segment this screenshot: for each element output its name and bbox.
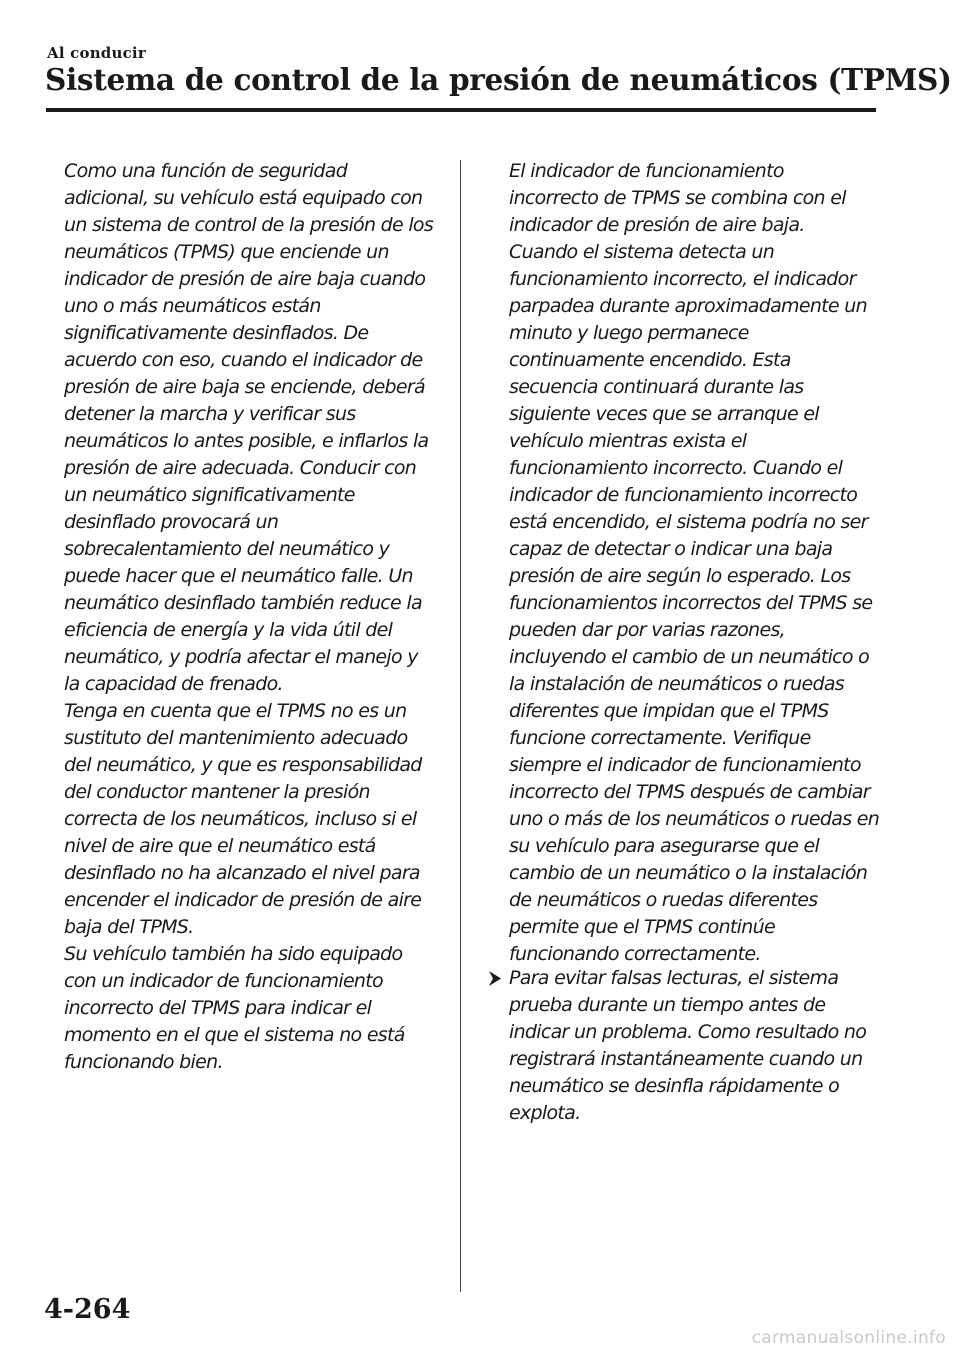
text-line: funcionando correctamente. [509,943,761,965]
text-line: minuto y luego permanece [509,322,749,344]
text-line: permite que el TPMS continúe [509,916,775,938]
text-line: acuerdo con eso, cuando el indicador de [64,349,423,371]
text-line: funcionamiento incorrecto, el indicador [509,268,856,290]
text-line: continuamente encendido. Esta [509,349,791,371]
text-line: Como una función de seguridad [64,160,348,182]
text-line: del conductor mantener la presión [64,781,370,803]
text-line: un sistema de control de la presión de los [64,214,434,236]
text-line: El indicador de funcionamiento [509,160,784,182]
text-line: sustituto del mantenimiento adecuado [64,727,408,749]
text-line: con un indicador de funcionamiento [64,970,383,992]
text-line: significativamente desinflados. De [64,322,369,344]
text-line: Para evitar falsas lecturas, el sistema [509,967,839,989]
column-divider [460,160,461,1292]
text-line: indicador de presión de aire baja cuando [64,268,426,290]
text-line: registrará instantáneamente cuando un [509,1048,863,1070]
text-line: secuencia continuará durante las [509,376,804,398]
left-column [64,158,449,1076]
text-line: incorrecto del TPMS para indicar el [64,997,372,1019]
title-rule [46,108,876,112]
text-line: correcta de los neumáticos, incluso si el [64,808,417,830]
text-line: neumático, y podría afectar el manejo y [64,646,418,668]
text-line: la capacidad de frenado. [64,673,283,695]
note-text [509,965,894,1127]
text-line: nivel de aire que el neumático está [64,835,376,857]
text-line: eficiencia de energía y la vida útil del [64,619,393,641]
text-line: capaz de detectar o indicar una baja [509,538,833,560]
text-line: su vehículo para asegurarse que el [509,835,820,857]
text-line: desinflado provocará un [64,511,279,533]
text-line: diferentes que impidan que el TPMS [509,700,829,722]
page-number: 4-264 [44,1294,131,1325]
text-line: está encendido, el sistema podría no ser [509,511,868,533]
text-line: indicador de funcionamiento incorrecto [509,484,858,506]
right-column [509,158,894,968]
text-line: neumático se desinfla rápidamente o [509,1075,840,1097]
text-line: desinflado no ha alcanzado el nivel para [64,862,420,884]
text-line: funcionamientos incorrectos del TPMS se [509,592,873,614]
text-line: siempre el indicador de funcionamiento [509,754,861,776]
text-line: baja del TPMS. [64,916,194,938]
text-line: momento en el que el sistema no está [64,1024,405,1046]
text-line: Cuando el sistema detecta un [509,241,775,263]
text-line: Tenga en cuenta que el TPMS no es un [64,700,407,722]
text-line: del neumático, y que es responsabilidad [64,754,422,776]
text-line: vehículo mientras exista el [509,430,747,452]
text-line: adicional, su vehículo está equipado con [64,187,423,209]
text-line: funcionando bien. [64,1051,223,1073]
watermark: carmanualsonline.info [751,1328,946,1348]
arrow-right-icon [486,965,506,992]
text-line: detener la marcha y verificar sus [64,403,356,425]
text-line: un neumático significativamente [64,484,355,506]
page-title: Sistema de control de la presión de neumáticos (TPMS) [45,62,952,97]
text-line: prueba durante un tiempo antes de [509,994,826,1016]
text-line: Su vehículo también ha sido equipado [64,943,403,965]
text-line: explota. [509,1102,581,1124]
text-line: siguiente veces que se arranque el [509,403,819,425]
text-line: funcione correctamente. Verifique [509,727,811,749]
text-line: neumáticos (TPMS) que enciende un [64,241,389,263]
text-line: indicador de presión de aire baja. [509,214,805,236]
text-line: neumático desinflado también reduce la [64,592,422,614]
text-line: funcionamiento incorrecto. Cuando el [509,457,843,479]
text-line: uno o más neumáticos están [64,295,321,317]
text-line: incorrecto de TPMS se combina con el [509,187,846,209]
text-line: puede hacer que el neumático falle. Un [64,565,413,587]
text-line: incluyendo el cambio de un neumático o [509,646,870,668]
section-label: Al conducir [47,44,146,62]
text-line: de neumáticos o ruedas diferentes [509,889,818,911]
text-line: incorrecto del TPMS después de cambiar [509,781,870,803]
text-line: pueden dar por varias razones, [509,619,785,641]
text-line: cambio de un neumático o la instalación [509,862,868,884]
text-line: la instalación de neumáticos o ruedas [509,673,844,695]
text-line: indicar un problema. Como resultado no [509,1021,867,1043]
text-line: sobrecalentamiento del neumático y [64,538,390,560]
text-line: presión de aire baja se enciende, deberá [64,376,425,398]
text-line: parpadea durante aproximadamente un [509,295,867,317]
text-line: presión de aire según lo esperado. Los [509,565,851,587]
text-line: uno o más de los neumáticos o ruedas en [509,808,880,830]
text-line: neumáticos lo antes posible, e inflarlos la [64,430,429,452]
text-line: encender el indicador de presión de aire [64,889,422,911]
text-line: presión de aire adecuada. Conducir con [64,457,417,479]
